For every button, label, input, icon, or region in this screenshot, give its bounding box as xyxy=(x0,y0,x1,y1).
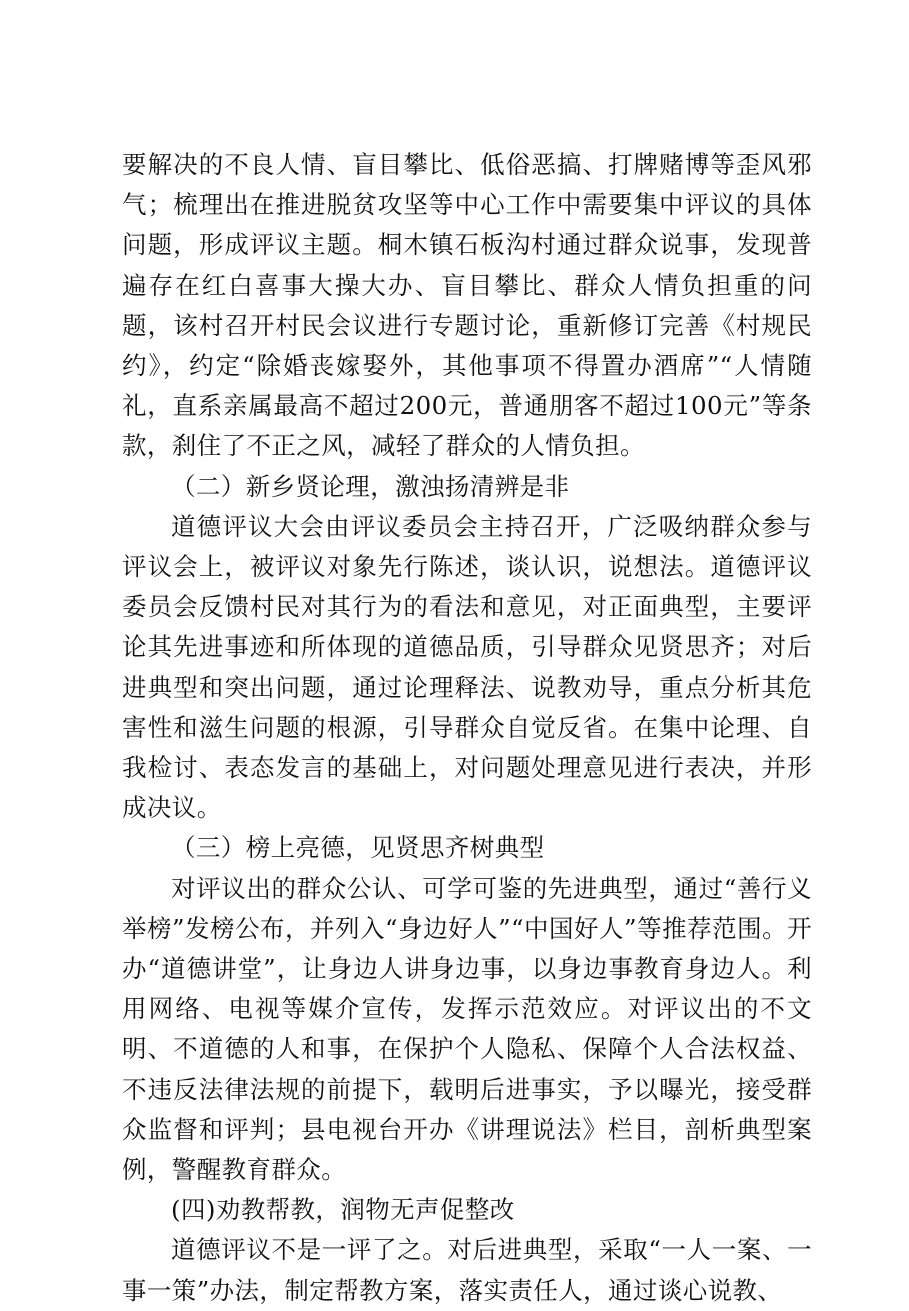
section-heading-2: （二）新乡贤论理，激浊扬清辨是非 xyxy=(171,471,570,501)
paragraph-section-2: 道德评议大会由评议委员会主持召开，广泛吸纳群众参与评议会上，被评议对象先行陈述，谈认识，说想法。道德评议委员会反馈村民对其行为的看法和意见，对正面典型，主要评论其先进事迹和所体现的道德品质，引导群众见贤思齐；对后进典型和突出问题，通过论理释法、说教劝导，重点分析其危害性和滋生问题的根源，引导群众自觉反省。在集中论理、自我检讨、表态发言的基础上，对问题处理意见进行表决，并形成决议。 xyxy=(122,511,812,823)
section-heading-4: (四)劝教帮教，润物无声促整改 xyxy=(171,1195,515,1225)
section-heading-3: （三）榜上亮德，见贤思齐树典型 xyxy=(171,833,545,863)
paragraph-section-3: 对评议出的群众公认、可学可鉴的先进典型，通过“善行义举榜”发榜公布，并列入“身边好人”“中国好人”等推荐范围。开办“道德讲堂”，让身边人讲身边事，以身边事教育身边人。利用网络、电视等媒介宣传，发挥示范效应。对评议出的不文明、不道德的人和事，在保护个人隐私、保障个人合法权益、不违反法律法规的前提下，载明后进事实，予以曝光，接受群众监督和评判；县电视台开办《讲理说法》栏目，剖析典型案例，警醒教育群众。 xyxy=(122,873,812,1185)
paragraph-continuation: 要解决的不良人情、盲目攀比、低俗恶搞、打牌赌博等歪风邪气；梳理出在推进脱贫攻坚等中心工作中需要集中评议的具体问题，形成评议主题。桐木镇石板沟村通过群众说事，发现普遍存在红白喜事大操大办、盲目攀比、群众人情负担重的问题，该村召开村民会议进行专题讨论，重新修订完善《村规民约》，约定“除婚丧嫁娶外，其他事项不得置办酒席”“人情随礼，直系亲属最高不超过200元，普通朋客不超过100元”等条款，刹住了不正之风，减轻了群众的人情负担。 xyxy=(122,150,812,461)
paragraph-section-4: 道德评议不是一评了之。对后进典型，采取“一人一案、一事一策”办法，制定帮教方案，落实责任人，通过谈心说教、 xyxy=(122,1235,812,1305)
document-body xyxy=(122,145,812,1311)
